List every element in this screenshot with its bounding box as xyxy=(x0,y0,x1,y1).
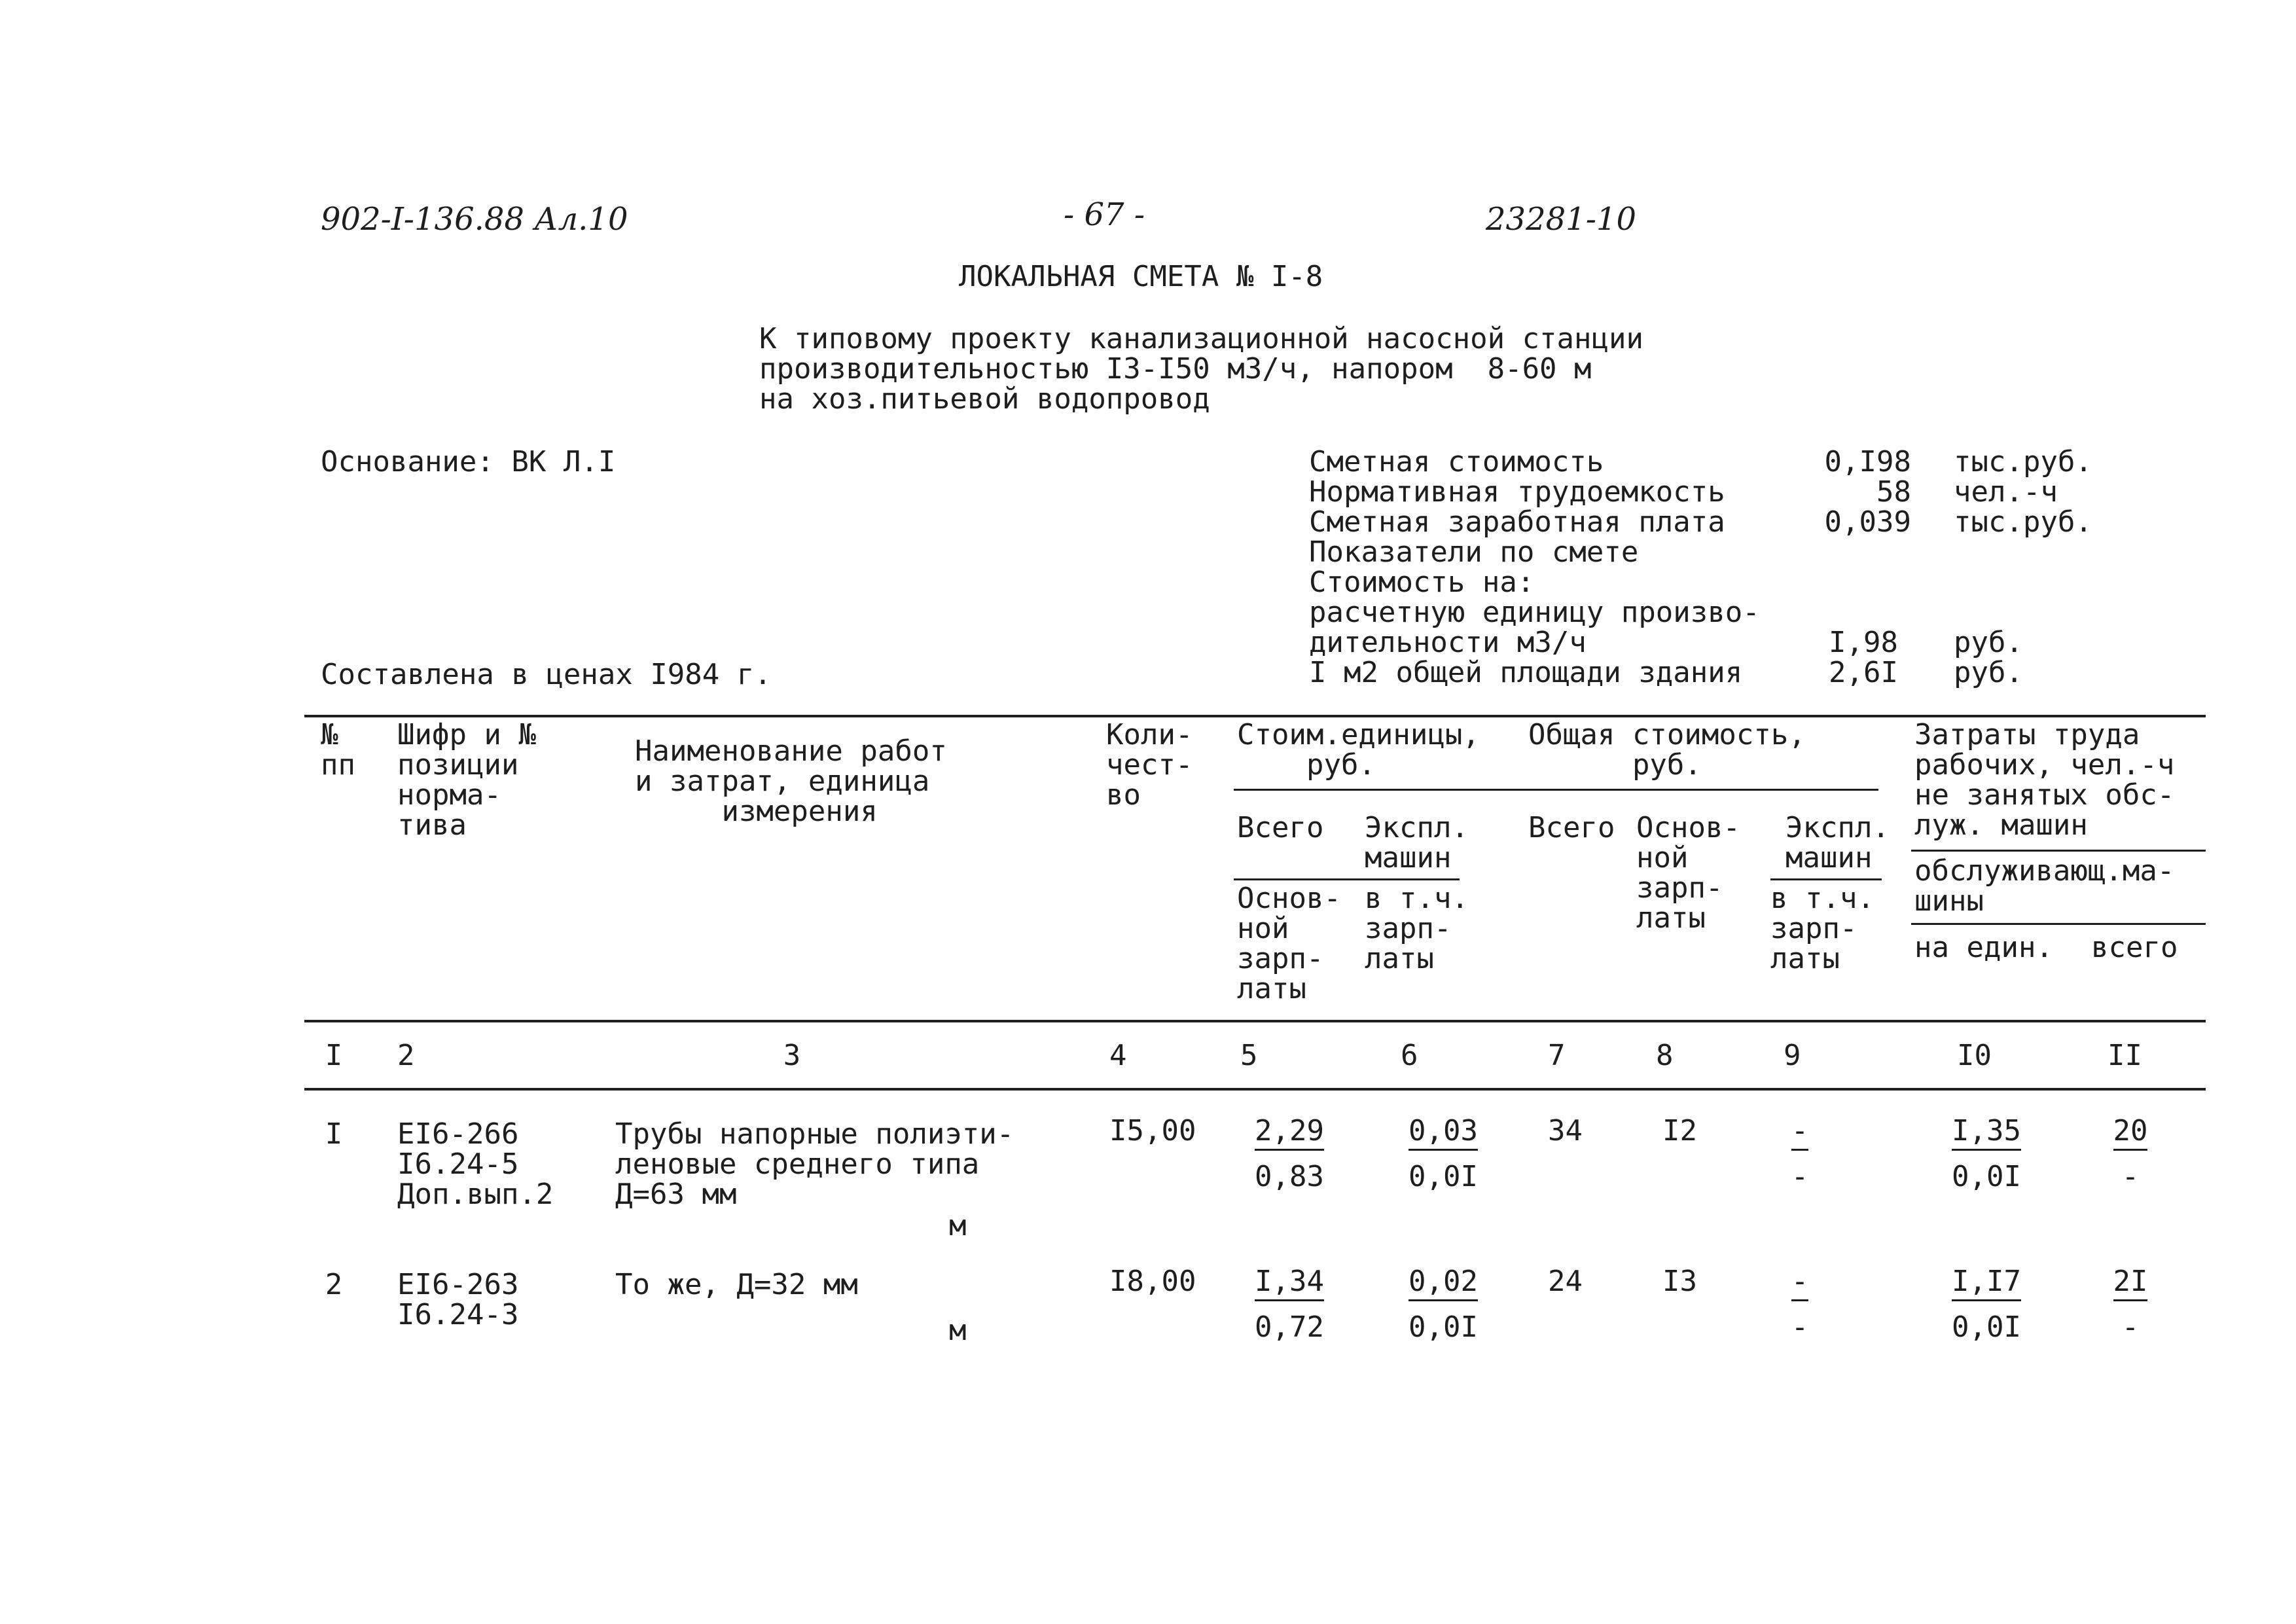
col-header-labor-total: всего xyxy=(2091,931,2178,964)
unit-machine-wage: 0,0I xyxy=(1408,1160,1478,1193)
summary-label: Показатели по смете xyxy=(1309,535,1639,569)
column-number: 9 xyxy=(1784,1039,1801,1072)
subgroup-rule xyxy=(1234,878,1460,880)
col-header-unit-wage: Основ- ной зарп- латы xyxy=(1237,882,1341,1005)
summary-unit: чел.-ч xyxy=(1954,475,2058,509)
col-header-code: Шифр и № позиции норма- тива xyxy=(397,718,536,842)
summary-value: 0,I98 xyxy=(1824,445,1911,478)
group-rule xyxy=(1911,923,2206,925)
col-header-unit-total: Всего xyxy=(1237,811,1324,844)
col-header-name: Наименование работ и затрат, единица измерения xyxy=(635,734,947,828)
row-number: 2 xyxy=(325,1268,343,1301)
document-title: ЛОКАЛЬНАЯ СМЕТА № I-8 xyxy=(959,260,1323,293)
document-code: 902-I-136.88 Ал.10 xyxy=(321,201,628,238)
labor-unit-machines: 0,0I xyxy=(1952,1160,2021,1193)
column-number: 8 xyxy=(1656,1039,1674,1072)
summary-label: I м2 общей площади здания xyxy=(1309,656,1743,689)
summary-label: расчетную единицу произво- xyxy=(1309,596,1760,629)
col-header-number: № пп xyxy=(321,718,355,782)
col-header-total: Всего xyxy=(1528,811,1615,844)
column-number: II xyxy=(2108,1039,2142,1072)
col-header-quantity: Коли- чест- во xyxy=(1106,718,1193,812)
column-number: 2 xyxy=(397,1039,415,1072)
basis-text: Основание: ВК Л.I xyxy=(321,445,616,478)
row-quantity: I5,00 xyxy=(1109,1114,1196,1147)
col-header-unit-machines: Экспл. машин xyxy=(1365,811,1469,875)
row-name: Трубы напорные полиэти- леновые среднего типа Д=63 мм xyxy=(615,1117,1014,1211)
prices-year-text: Составлена в ценах I984 г. xyxy=(321,658,772,691)
table-top-rule xyxy=(304,715,2206,717)
row-number: I xyxy=(325,1117,343,1151)
unit-machines: 0,03 xyxy=(1408,1114,1478,1151)
unit-machine-wage: 0,0I xyxy=(1408,1310,1478,1344)
labor-unit-machines: 0,0I xyxy=(1952,1310,2021,1344)
total-machine-wage: - xyxy=(1791,1160,1809,1193)
total-cost: 24 xyxy=(1548,1265,1583,1298)
group-rule xyxy=(1911,850,2206,852)
column-number: 5 xyxy=(1240,1039,1258,1072)
col-group-unit-cost: Стоим.единицы, руб. xyxy=(1237,718,1480,782)
column-number: 3 xyxy=(783,1039,801,1072)
row-quantity: I8,00 xyxy=(1109,1265,1196,1298)
unit-wage: 0,72 xyxy=(1255,1310,1324,1344)
total-machine-wage: - xyxy=(1791,1310,1809,1344)
labor-unit: I,35 xyxy=(1952,1114,2021,1151)
page-number: - 67 - xyxy=(1064,196,1145,233)
subtitle-line-2: производительностью I3-I50 м3/ч, напором 8-60 м xyxy=(759,352,1592,386)
unit-wage: 0,83 xyxy=(1255,1160,1324,1193)
col-group-labor-machines: обслуживающ.ма- шины xyxy=(1914,854,2175,918)
subtitle-line-1: К типовому проекту канализационной насосной станции xyxy=(759,322,1644,355)
column-number: 4 xyxy=(1109,1039,1127,1072)
group-rule xyxy=(1234,789,1878,791)
summary-label: дительности м3/ч xyxy=(1309,626,1587,659)
row-code: EI6-263 I6.24-3 xyxy=(397,1268,519,1331)
summary-value: I,98 xyxy=(1829,626,1898,659)
column-number: I xyxy=(325,1039,343,1072)
total-wage: I3 xyxy=(1662,1265,1697,1298)
total-wage: I2 xyxy=(1662,1114,1697,1147)
labor-total-machines: - xyxy=(2121,1310,2140,1344)
col-header-total-machine-wage: в т.ч. зарп- латы xyxy=(1770,882,1874,975)
column-number: I0 xyxy=(1957,1039,1992,1072)
summary-unit: руб. xyxy=(1954,626,2023,659)
labor-total: 2I xyxy=(2113,1265,2148,1301)
summary-value: 2,6I xyxy=(1829,656,1898,689)
summary-label: Сметная стоимость xyxy=(1309,445,1604,478)
summary-unit: тыс.руб. xyxy=(1954,505,2092,539)
col-group-labor: Затраты труда рабочих, чел.-ч не занятых обс- луж. машин xyxy=(1914,718,2175,842)
summary-value: 0,039 xyxy=(1824,505,1911,539)
total-cost: 34 xyxy=(1548,1114,1583,1147)
column-number: 7 xyxy=(1548,1039,1566,1072)
summary-value: 58 xyxy=(1876,475,1911,509)
labor-total: 20 xyxy=(2113,1114,2148,1151)
row-unit: м xyxy=(949,1209,967,1242)
row-code: EI6-266 I6.24-5 Доп.вып.2 xyxy=(397,1117,554,1211)
subgroup-rule xyxy=(1770,878,1882,880)
summary-label: Сметная заработная плата xyxy=(1309,505,1725,539)
total-machines: - xyxy=(1791,1265,1809,1301)
unit-machines: 0,02 xyxy=(1408,1265,1478,1301)
col-header-unit-machine-wage: в т.ч. зарп- латы xyxy=(1365,882,1469,975)
numbers-bottom-rule xyxy=(304,1088,2206,1091)
row-unit: м xyxy=(949,1314,967,1347)
summary-unit: тыс.руб. xyxy=(1954,445,2092,478)
labor-unit: I,I7 xyxy=(1952,1265,2021,1301)
summary-label: Стоимость на: xyxy=(1309,566,1535,599)
labor-total-machines: - xyxy=(2121,1160,2140,1193)
col-header-total-machines: Экспл. машин xyxy=(1785,811,1890,875)
col-header-labor-unit: на един. xyxy=(1914,931,2053,964)
summary-unit: руб. xyxy=(1954,656,2023,689)
column-number: 6 xyxy=(1401,1039,1418,1072)
document-number: 23281-10 xyxy=(1486,201,1636,238)
col-group-total-cost: Общая стоимость, руб. xyxy=(1528,718,1806,782)
summary-label: Нормативная трудоемкость xyxy=(1309,475,1725,509)
row-name: То же, Д=32 мм xyxy=(615,1268,858,1301)
unit-total: 2,29 xyxy=(1255,1114,1324,1151)
total-machines: - xyxy=(1791,1114,1809,1151)
col-header-total-wage: Основ- ной зарп- латы xyxy=(1636,811,1740,935)
subtitle-line-3: на хоз.питьевой водопровод xyxy=(759,382,1210,416)
header-bottom-rule xyxy=(304,1020,2206,1022)
unit-total: I,34 xyxy=(1255,1265,1324,1301)
